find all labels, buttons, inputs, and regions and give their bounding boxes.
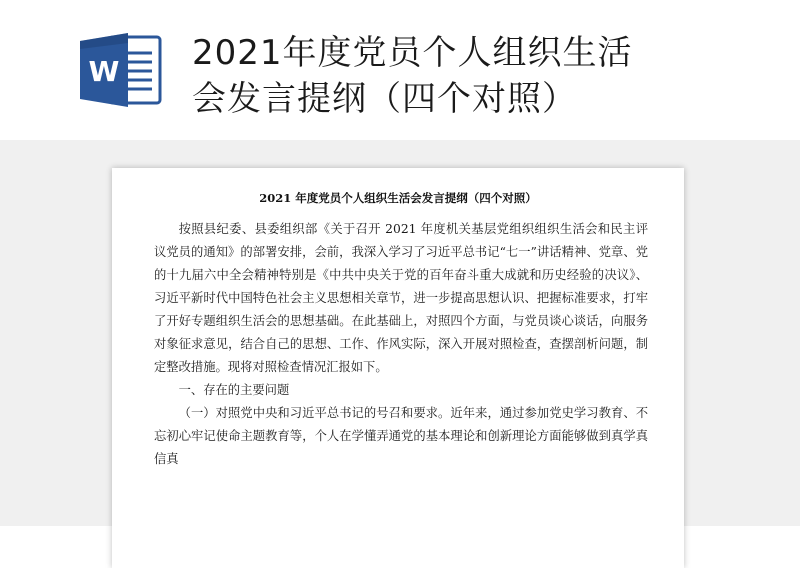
paragraph: 按照县纪委、县委组织部《关于召开 2021 年度机关基层党组织组织生活会和民主评议党员的通知》的部署安排，会前，我深入学习了习近平总书记“七一”讲话精神、党章、党的十九届六中全会精神特别是《中共中央关于党的百年奋斗重大成就和历史经验的决议》、习近平新时代中国特色社会主义思想相关章节，进一步提高思想认识、把握标准要求，打牢了开好专题组织生活会的思想基础。在此基础上，对照四个方面，与党员谈心谈话，向服务对象征求意见，结合自己的思想、工作、作风实际，深入开展对照检查，查摆剖析问题，制定整改措施。现将对照检查情况汇报如下。 bbox=[154, 222, 648, 374]
page-body bbox=[154, 218, 648, 471]
document-page bbox=[112, 168, 684, 568]
title-line-2: 会发言提纲（四个对照） bbox=[192, 79, 577, 119]
title-line-1: 2021年度党员个人组织生活 bbox=[192, 33, 633, 73]
paragraph: （一）对照党中央和习近平总书记的号召和要求。近年来，通过参加党史学习教育、不忘初心牢记使命主题教育等，个人在学懂弄通党的基本理论和创新理论方面能够做到真学真信真 bbox=[154, 406, 648, 466]
word-doc-icon bbox=[80, 31, 162, 109]
page-heading: 2021 年度党员个人组织生活会发言提纲（四个对照） bbox=[259, 191, 537, 205]
document-title bbox=[192, 30, 712, 122]
header bbox=[0, 0, 800, 140]
section-heading: 一、存在的主要问题 bbox=[178, 383, 290, 397]
svg-text:W: W bbox=[88, 55, 120, 88]
